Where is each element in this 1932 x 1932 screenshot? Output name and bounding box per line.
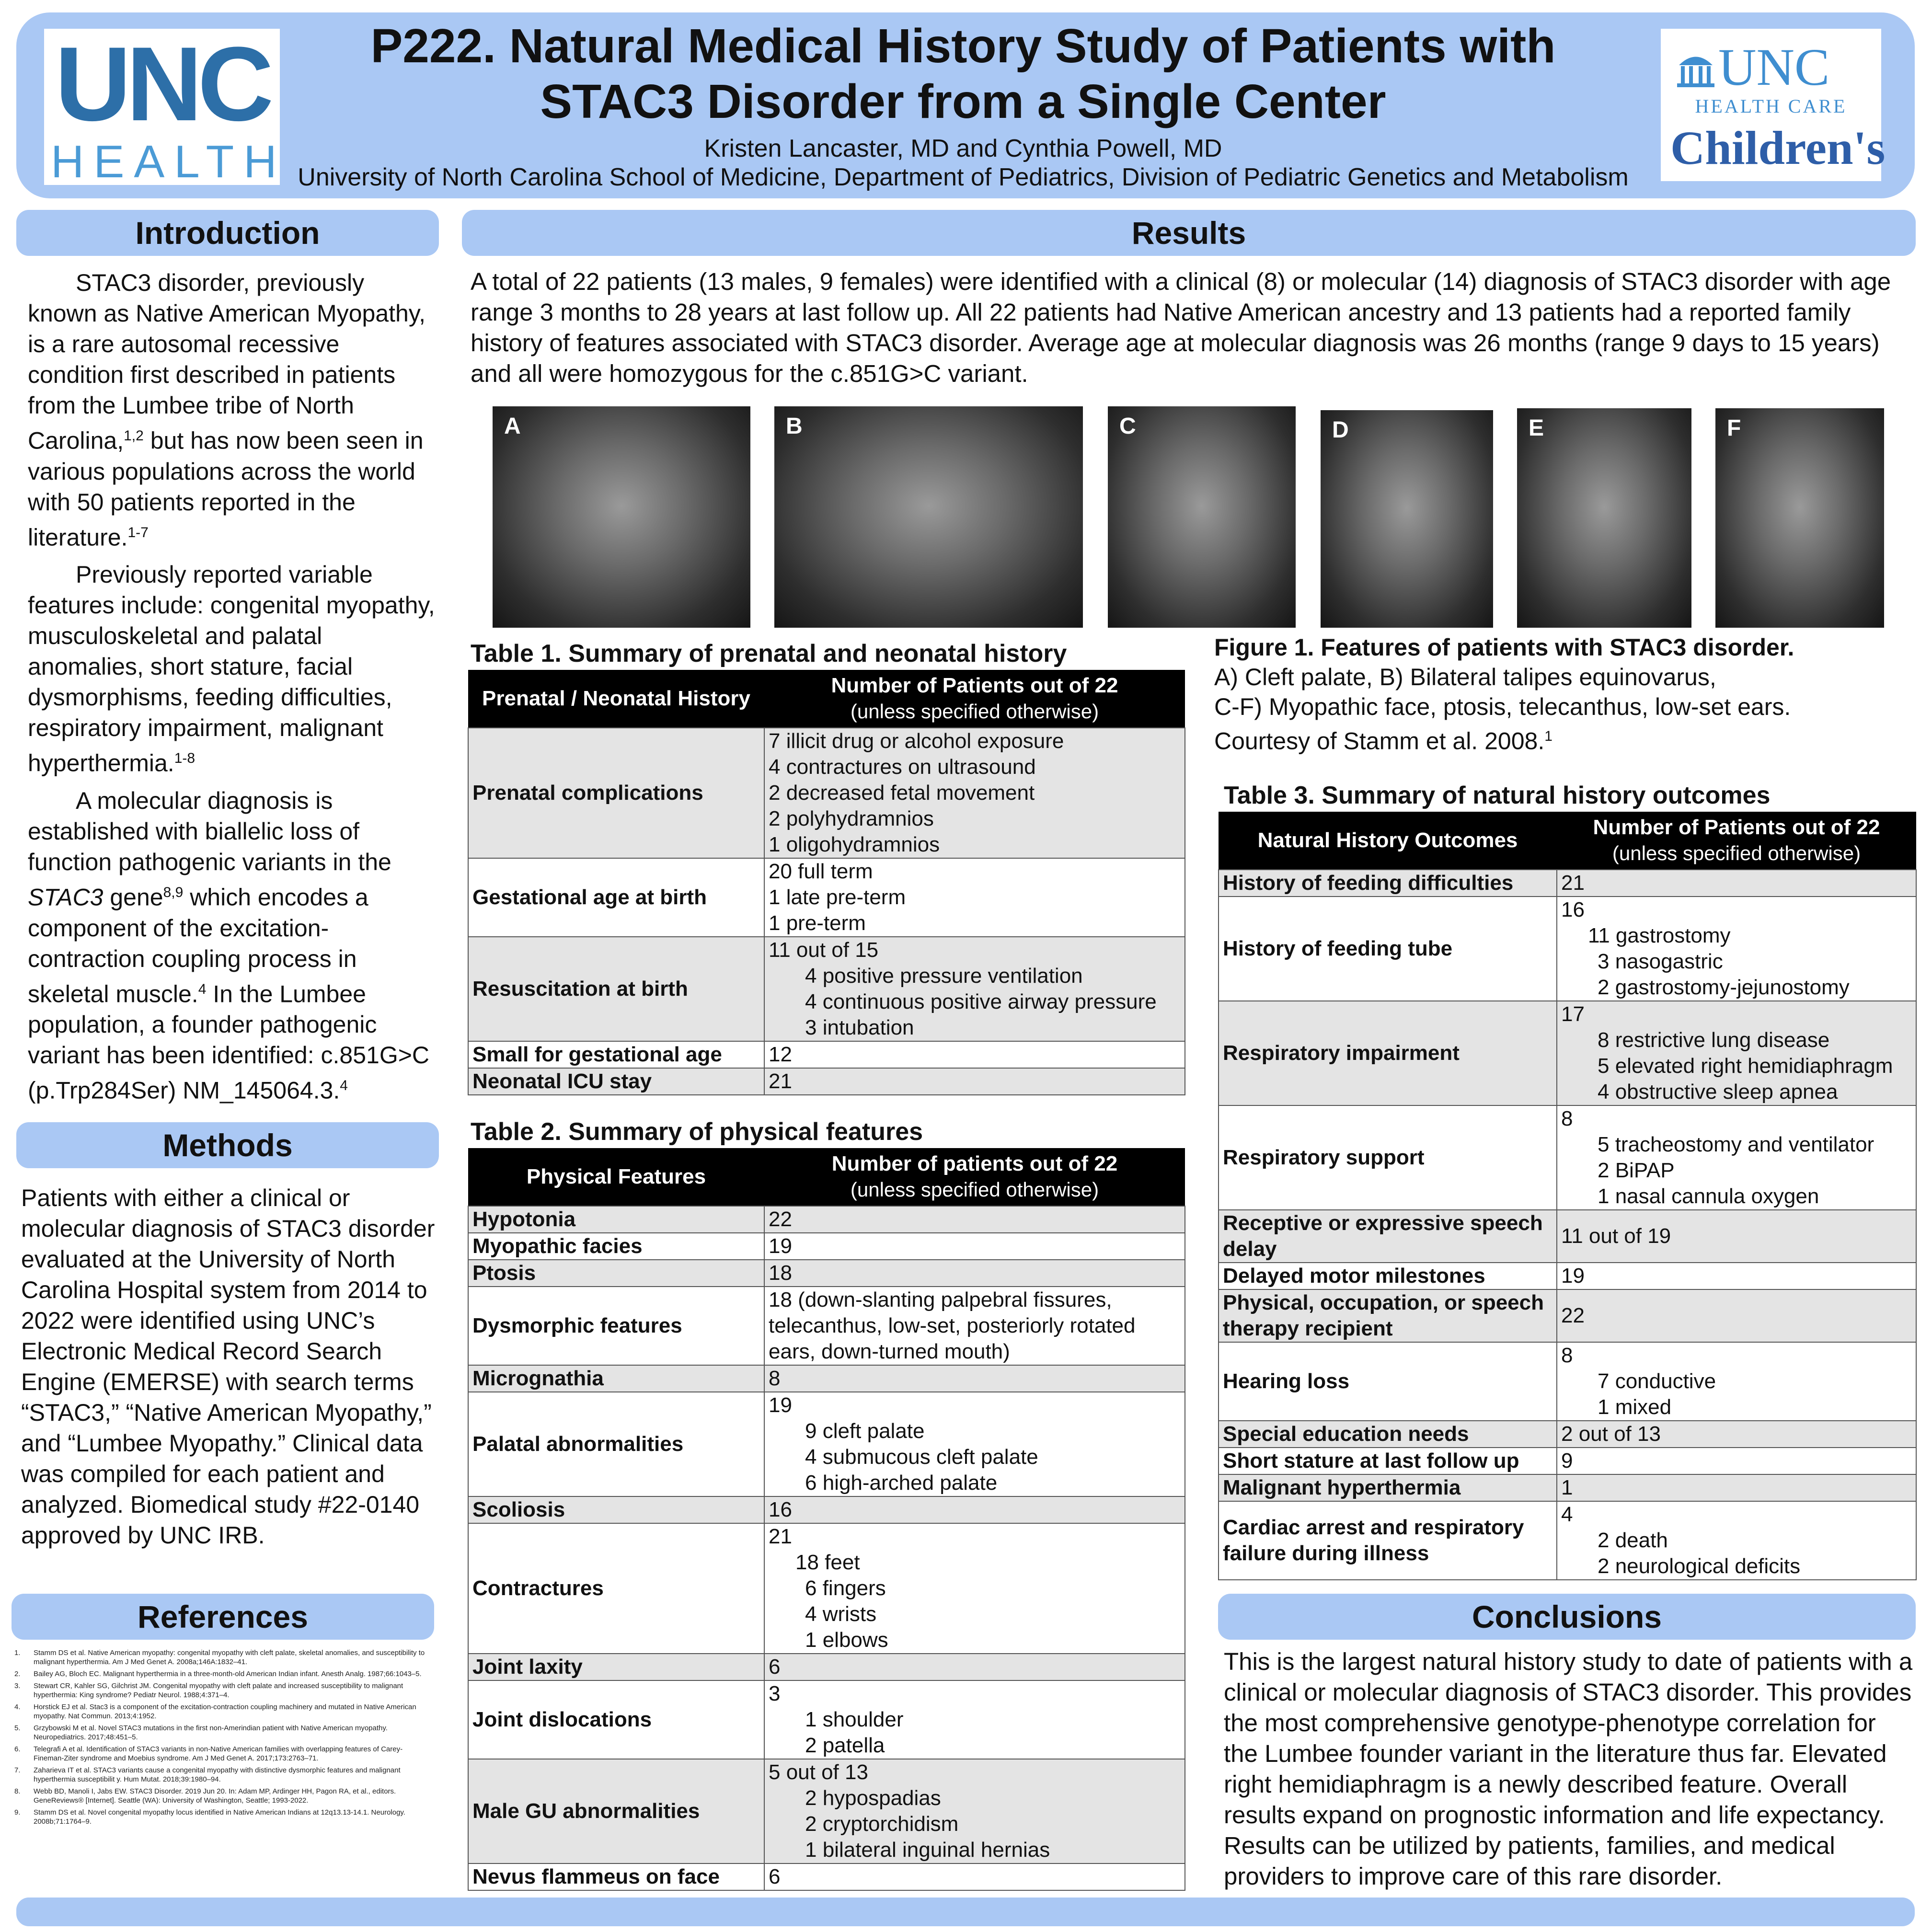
health-care-text: HEALTH CARE	[1695, 95, 1847, 117]
value-line: 2 neurological deficits	[1598, 1554, 1801, 1578]
value-line: 1 pre-term	[769, 911, 866, 935]
row-label: Hearing loss	[1219, 1342, 1557, 1421]
results-heading: Results	[462, 210, 1916, 256]
childrens-text: Children's	[1670, 121, 1886, 174]
figure-line-1: A) Cleft palate, B) Bilateral talipes equinovarus,	[1214, 664, 1716, 690]
value-line: 19	[1561, 1264, 1585, 1288]
value-line: 6 fingers	[805, 1576, 886, 1600]
photo-label: D	[1332, 417, 1349, 443]
table-row	[1219, 1001, 1916, 1105]
photo-label: A	[504, 414, 521, 439]
patient-photo	[774, 406, 1083, 628]
table-row	[1219, 1421, 1916, 1448]
health-logo-text: HEALTH	[51, 136, 287, 187]
row-value	[764, 1654, 1185, 1680]
row-value	[1557, 1501, 1916, 1580]
value-line: 4	[1561, 1503, 1573, 1526]
reference-item: 5. Grzybowski M et al. Novel STAC3 mutations in the first non-Amerindian patient with Native American myopathy. Neuropediatrics. 2017;48:451–5.	[14, 1724, 388, 1741]
table3-col1-header: Natural History Outcomes	[1219, 812, 1557, 870]
value-line: 7 conductive	[1598, 1369, 1716, 1393]
reference-item: 4. Horstick EJ et al. Stac3 is a component of the excitation-contraction coupling machinery and mutated in Native American myopathy. Nat Commun. 2013;4:1952.	[14, 1703, 416, 1720]
value-line: 2 BiPAP	[1598, 1159, 1675, 1182]
references-list	[14, 1648, 426, 1829]
row-value	[1557, 1001, 1916, 1105]
value-line: 4 positive pressure ventilation	[805, 964, 1083, 988]
unc-childrens-logo	[1661, 29, 1886, 181]
poster-title	[297, 18, 1629, 129]
table-row	[1219, 1448, 1916, 1474]
row-label: Hypotonia	[468, 1206, 764, 1233]
value-line: 21	[769, 1525, 792, 1548]
unc-health-logo	[44, 25, 287, 187]
row-label: Gestational age at birth	[468, 858, 764, 937]
table2-title: Table 2. Summary of physical features	[471, 1118, 923, 1146]
row-label: Neonatal ICU stay	[468, 1068, 764, 1095]
footer-bar	[16, 1898, 1915, 1926]
value-line: 11 out of 15	[769, 938, 879, 962]
row-value	[764, 1041, 1185, 1068]
patient-photo	[1108, 406, 1296, 628]
table-row	[468, 1680, 1185, 1759]
value-line: 20 full term	[769, 860, 873, 883]
value-line: 18	[769, 1261, 792, 1285]
conclusions-heading: Conclusions	[1218, 1594, 1916, 1640]
value-line: 8	[769, 1367, 781, 1390]
value-line: 19	[769, 1234, 792, 1258]
table2	[468, 1148, 1185, 1891]
row-label: Male GU abnormalities	[468, 1759, 764, 1863]
value-line: 2 polyhydramnios	[769, 807, 934, 830]
table1	[468, 670, 1185, 1095]
table-row	[1219, 1289, 1916, 1342]
table-row	[468, 728, 1185, 858]
row-value	[1557, 1474, 1916, 1501]
table-row	[1219, 1474, 1916, 1501]
figure-line-2: C-F) Myopathic face, ptosis, telecanthus, low-set ears.	[1214, 693, 1791, 720]
row-value	[1557, 1448, 1916, 1474]
value-line: 1 late pre-term	[769, 886, 906, 909]
methods-text: Patients with either a clinical or molecular diagnosis of STAC3 disorder evaluated at the University of North Carolina Hospital system from 2014 to 2022 were identified using UNC’s Electronic Medical Record Search Engine (EMERSE) with search terms “STAC3,” “Native American Myopathy,” and “Lumbee Myopathy.” Clinical data was compiled for each patient and analyzed. Biomedical study #22-0140 approved by UNC IRB.	[21, 1184, 435, 1549]
table-row	[468, 937, 1185, 1041]
patient-photo	[1715, 408, 1884, 628]
row-value	[764, 1392, 1185, 1496]
results-summary: A total of 22 patients (13 males, 9 females) were identified with a clinical (8) or molecular (14) diagnosis of STAC3 disorder with age range 3 months to 28 years at last follow up. All 22 patients had Native American ancestry and 13 patients had a reported family history of features associated with STAC3 disorder. Average age at molecular diagnosis was 26 months (range 9 days to 15 years) and all were homozygous for the c.851G>C variant.	[471, 268, 1891, 387]
row-label: Nevus flammeus on face	[468, 1863, 764, 1890]
row-label: Special education needs	[1219, 1421, 1557, 1448]
value-line: 11 gastrostomy	[1588, 924, 1731, 947]
value-line: 2 out of 13	[1561, 1422, 1661, 1446]
value-line: 2 decreased fetal movement	[769, 781, 1035, 805]
row-value	[1557, 1105, 1916, 1210]
intro-paragraph-1: STAC3 disorder, previously known as Native American Myopathy, is a rare autosomal recessive condition first described in patients from the Lumbee tribe of North Carolina,$^{1,2}$ but has now been seen in various populations across the world with 50 patients reported in the literature.$^{1-7}$	[28, 269, 426, 551]
intro-paragraph-2: Previously reported variable features include: congenital myopathy, musculoskeletal and palatal anomalies, short stature, facial dysmorphisms, feeding difficulties, respiratory impairment, malignant hyperthermia.$^{1-8}$	[28, 561, 435, 777]
value-line: 9	[1561, 1449, 1573, 1472]
value-line: 3 nasogastric	[1598, 950, 1723, 973]
row-value	[1557, 1263, 1916, 1289]
row-label: Short stature at last follow up	[1219, 1448, 1557, 1474]
row-value	[1557, 897, 1916, 1001]
value-line: 5 tracheostomy and ventilator	[1598, 1133, 1874, 1156]
value-line: 4 contractures on ultrasound	[769, 755, 1036, 779]
row-label: Cardiac arrest and respiratory failure during illness	[1219, 1501, 1557, 1580]
row-label: Prenatal complications	[468, 728, 764, 858]
row-value	[764, 1068, 1185, 1095]
value-line: 6 high-arched palate	[805, 1471, 998, 1495]
building-icon	[1674, 46, 1717, 89]
table-row	[1219, 1105, 1916, 1210]
row-label: Myopathic facies	[468, 1233, 764, 1260]
reference-item: 6. Telegrafi A et al. Identification of STAC3 variants in non-Native American families with overlapping features of Carey-Fineman-Ziter syndrome and Moebius syndrome. Am J Med Genet A. 2017;173:2763–71.	[14, 1745, 403, 1762]
row-label: Scoliosis	[468, 1496, 764, 1523]
row-label: Palatal abnormalities	[468, 1392, 764, 1496]
row-label: Ptosis	[468, 1260, 764, 1287]
table2-col1-header: Physical Features	[468, 1148, 764, 1206]
row-value	[764, 728, 1185, 858]
row-value	[764, 937, 1185, 1041]
table-row	[468, 1068, 1185, 1095]
table-row	[468, 1260, 1185, 1287]
value-line: 21	[1561, 871, 1585, 895]
table-row	[468, 858, 1185, 937]
table-row	[468, 1287, 1185, 1365]
value-line: 2 cryptorchidism	[805, 1812, 959, 1836]
row-value	[764, 1365, 1185, 1392]
row-value	[764, 1680, 1185, 1759]
table-row	[1219, 1501, 1916, 1580]
reference-item: 2. Bailey AG, Bloch EC. Malignant hyperthermia in a three-month-old American Indian infant. Anesth Analg. 1987;66:1043–5.	[14, 1670, 422, 1678]
value-line: 2 death	[1598, 1529, 1668, 1552]
table-row	[468, 1654, 1185, 1680]
value-line: 21	[769, 1070, 792, 1093]
row-value	[1557, 870, 1916, 897]
row-value	[764, 1233, 1185, 1260]
value-line: 7 illicit drug or alcohol exposure	[769, 729, 1064, 753]
patient-photo	[1517, 408, 1691, 628]
row-label: Malignant hyperthermia	[1219, 1474, 1557, 1501]
value-line: 2 patella	[805, 1734, 885, 1757]
unc-logo-text: UNC	[55, 25, 269, 143]
row-value	[1557, 1289, 1916, 1342]
table-row	[468, 1365, 1185, 1392]
row-label: Receptive or expressive speech delay	[1219, 1210, 1557, 1263]
value-line: 1 bilateral inguinal hernias	[805, 1838, 1050, 1862]
figure-title: Figure 1. Features of patients with STAC3 disorder.	[1214, 634, 1794, 661]
references-heading: References	[12, 1594, 434, 1640]
row-label: Respiratory support	[1219, 1105, 1557, 1210]
table-row	[468, 1206, 1185, 1233]
row-value	[764, 1496, 1185, 1523]
row-label: History of feeding difficulties	[1219, 870, 1557, 897]
row-label: History of feeding tube	[1219, 897, 1557, 1001]
row-label: Contractures	[468, 1523, 764, 1654]
table1-col1-header: Prenatal / Neonatal History	[468, 670, 764, 728]
value-line: 5 elevated right hemidiaphragm	[1598, 1054, 1893, 1078]
reference-item: 1. Stamm DS et al. Native American myopathy: congenital myopathy with cleft palate, skeletal anomalies, and susceptibility to malignant hyperthermia. Am J Med Genet A. 2008a;146A:1832–41.	[14, 1649, 425, 1666]
photo-label: C	[1119, 414, 1136, 439]
row-label: Delayed motor milestones	[1219, 1263, 1557, 1289]
table-row	[468, 1392, 1185, 1496]
value-line: 4 obstructive sleep apnea	[1598, 1080, 1838, 1104]
photo-label: E	[1529, 415, 1544, 441]
intro-paragraph-3: A molecular diagnosis is established with biallelic loss of function pathogenic variants in the STAC3 gene$^{8,9}$ which encodes a component of the excitation-contraction coupling process in skeletal muscle.$^4$ In the Lumbee population, a founder pathogenic variant has been identified: c.851G>C (p.Trp284Ser) NM_145064.3.$^4$	[28, 787, 430, 1104]
table3	[1218, 812, 1917, 1580]
row-value	[764, 1523, 1185, 1654]
table1-title: Table 1. Summary of prenatal and neonatal history	[471, 640, 1067, 667]
row-value	[764, 1759, 1185, 1863]
row-label: Physical, occupation, or speech therapy recipient	[1219, 1289, 1557, 1342]
patient-photo	[493, 406, 750, 628]
value-line: 16	[1561, 898, 1585, 921]
introduction-text	[28, 267, 440, 1113]
row-value	[764, 1206, 1185, 1233]
value-line: 3 intubation	[805, 1016, 914, 1039]
reference-item: 7. Zaharieva IT et al. STAC3 variants cause a congenital myopathy with distinctive dysmorphic features and malignant hyperthermia susceptibilit y. Hum Mutat. 2018;39:1980–94.	[14, 1766, 401, 1783]
reference-item: 9. Stamm DS et al. Novel congenital myopathy locus identified in Native American Indians at 12q13.13-14.1. Neurology. 2008b;71:1764–9.	[14, 1808, 405, 1826]
value-line: 1 shoulder	[805, 1708, 904, 1731]
value-line: 1 elbows	[805, 1628, 888, 1652]
value-line: 6	[769, 1655, 781, 1679]
table3-title: Table 3. Summary of natural history outcomes	[1224, 782, 1771, 809]
conclusions-text: This is the largest natural history study to date of patients with a clinical or molecular diagnosis of STAC3 disorder. This provides the most comprehensive genotype-phenotype correlation for the Lumbee founder variant in the literature thus far. Elevated right hemidiaphragm is a newly described feature. Overall results expand on prognostic information and life expectancy. Results can be utilized by patients, families, and medical providers to improve care of this rare disorder.	[1224, 1648, 1913, 1890]
value-line: 1 oligohydramnios	[769, 833, 940, 856]
figure-line-3: Courtesy of Stamm et al. 2008.$^1$	[1214, 727, 1552, 755]
value-line: 8 restrictive lung disease	[1598, 1028, 1830, 1052]
photo-label: F	[1727, 415, 1741, 441]
row-label: Micrognathia	[468, 1365, 764, 1392]
value-line: 1 mixed	[1598, 1395, 1672, 1419]
figure-caption	[1214, 632, 1923, 756]
value-line: 22	[1561, 1304, 1585, 1327]
row-label: Joint dislocations	[468, 1680, 764, 1759]
table-row	[1219, 897, 1916, 1001]
table-row	[468, 1759, 1185, 1863]
value-line: 6	[769, 1865, 781, 1888]
value-line: 16	[769, 1498, 792, 1521]
value-line: 22	[769, 1208, 792, 1231]
table-row	[1219, 1342, 1916, 1421]
value-line: 12	[769, 1043, 792, 1066]
methods-heading: Methods	[16, 1122, 439, 1168]
photo-label: B	[786, 414, 803, 439]
value-line: 2 hypospadias	[805, 1786, 941, 1810]
row-label: Dysmorphic features	[468, 1287, 764, 1365]
table-row	[1219, 1210, 1916, 1263]
value-line: 5 out of 13	[769, 1760, 868, 1784]
row-value	[1557, 1342, 1916, 1421]
table1-col2-header: Number of Patients out of 22 (unless specified otherwise)	[764, 670, 1185, 728]
row-value	[764, 1287, 1185, 1365]
patient-photo	[1321, 410, 1493, 628]
value-line: 4 submucous cleft palate	[805, 1445, 1038, 1469]
value-line: 18 feet	[795, 1551, 860, 1574]
row-value	[764, 1863, 1185, 1890]
table-row	[1219, 870, 1916, 897]
value-line: 4 wrists	[805, 1602, 877, 1626]
title-line-2: STAC3 Disorder from a Single Center	[540, 75, 1386, 128]
value-line: 2 gastrostomy-jejunostomy	[1598, 976, 1850, 999]
row-value	[1557, 1421, 1916, 1448]
row-value	[764, 858, 1185, 937]
row-label: Small for gestational age	[468, 1041, 764, 1068]
value-line: 8	[1561, 1344, 1573, 1367]
reference-item: 3. Stewart CR, Kahler SG, Gilchrist JM. Congenital myopathy with cleft palate and increased susceptibility to malignant hyperthermia: King syndrome? Pediatr Neurol. 1988;4:371–4.	[14, 1682, 403, 1699]
table3-col2-header: Number of Patients out of 22 (unless specified otherwise)	[1557, 812, 1916, 870]
introduction-heading: Introduction	[16, 210, 439, 256]
table-row	[468, 1041, 1185, 1068]
table-row	[1219, 1263, 1916, 1289]
value-line: 1	[1561, 1476, 1573, 1499]
value-line: 1 nasal cannula oxygen	[1598, 1184, 1819, 1208]
table-row	[468, 1233, 1185, 1260]
value-line: 9 cleft palate	[805, 1419, 925, 1443]
unc-mark: UNC	[1718, 38, 1830, 96]
value-line: 11 out of 19	[1561, 1224, 1671, 1248]
value-line: 4 continuous positive airway pressure	[805, 990, 1157, 1013]
affiliation: University of North Carolina School of Medicine, Department of Pediatrics, Division of Pediatric Genetics and Metabolism	[298, 163, 1629, 191]
value-line: 18 (down-slanting palpebral fissures, telecanthus, low-set, posteriorly rotated ears, down-turned mouth)	[769, 1288, 1136, 1363]
table-row	[468, 1496, 1185, 1523]
value-line: 3	[769, 1682, 781, 1705]
value-line: 8	[1561, 1107, 1573, 1130]
value-line: 17	[1561, 1002, 1585, 1026]
row-label: Resuscitation at birth	[468, 937, 764, 1041]
row-value	[1557, 1210, 1916, 1263]
row-value	[764, 1260, 1185, 1287]
value-line: 19	[769, 1393, 792, 1417]
title-line-1: P222. Natural Medical History Study of Patients with	[370, 19, 1556, 73]
authors: Kristen Lancaster, MD and Cynthia Powell, MD	[704, 135, 1222, 162]
table2-col2-header: Number of patients out of 22 (unless specified otherwise)	[764, 1148, 1185, 1206]
reference-item: 8. Webb BD, Manoli I, Jabs EW. STAC3 Disorder. 2019 Jun 20. In: Adam MP, Ardinger HH, Pagon RA, et al., editors. GeneReviews® [Internet]. Seattle (WA): University of Washington, Seattle; 1993-2022.	[14, 1787, 396, 1805]
table-row	[468, 1523, 1185, 1654]
row-label: Respiratory impairment	[1219, 1001, 1557, 1105]
table-row	[468, 1863, 1185, 1890]
row-label: Joint laxity	[468, 1654, 764, 1680]
